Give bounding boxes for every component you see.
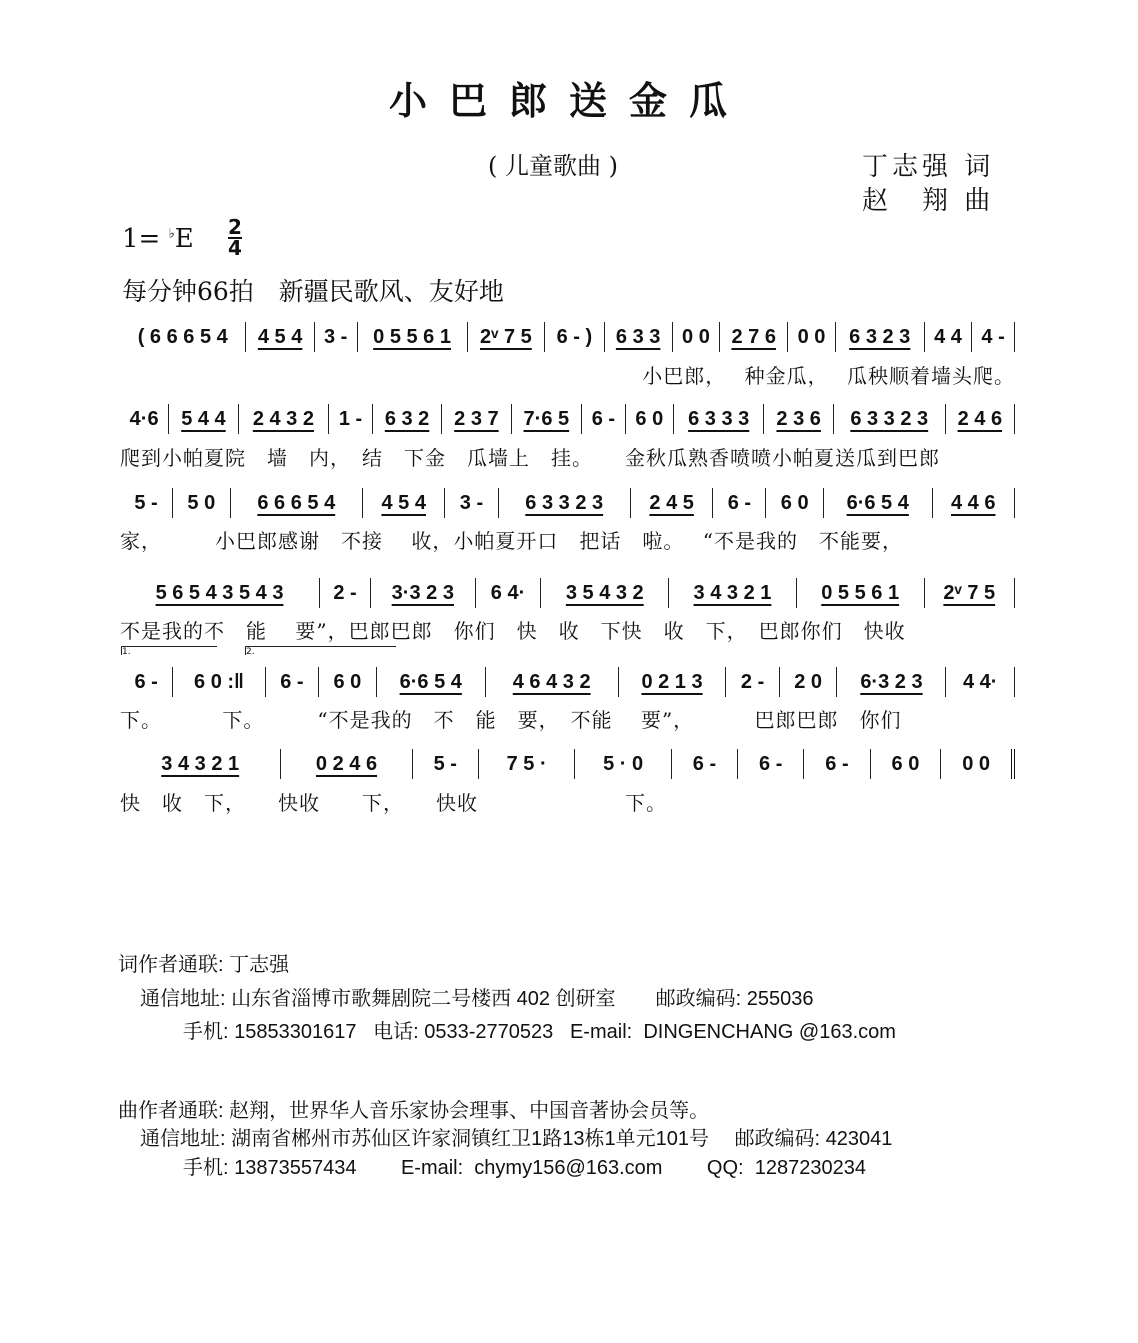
measure-notes: 2 4 3 2 [252,407,314,430]
time-signature-top: 2 [228,215,242,239]
measure [169,404,238,434]
measure [479,749,575,779]
tempo-marking: 每分钟66拍 新疆民歌风、友好地 [122,277,504,306]
key-prefix: 1= [122,224,161,254]
measure [413,749,479,779]
measure [239,404,330,434]
measure [933,488,1015,518]
measure [173,488,231,518]
lyrics-line: 快 收 下， 快收 下， 快收 下。 [120,791,667,815]
measure-notes: 6·6 5 4 [399,670,462,693]
key-signature [122,224,194,254]
measure [363,488,445,518]
measure [120,578,320,608]
lyrics-line: 不是我的不 能 要”，巴郎巴郎 你们 快 收 下快 收 下， 巴郎你们 快收 [120,619,906,643]
mobile: 13873557434 [234,1157,357,1179]
label: 邮政编码: [655,988,742,1010]
label: 邮政编码: [734,1128,821,1150]
measure [669,578,797,608]
measure [173,667,265,697]
measure-notes: 4 - [981,325,1005,348]
volta-first-ending [121,646,217,655]
measure-notes: 6 0 [780,491,809,514]
measure-notes: 6 3 3 3 [688,407,750,430]
key-note: E [174,224,194,254]
email: chymy156@163.com [474,1157,663,1179]
measure [804,749,870,779]
measure-notes: 4 4 [934,325,962,348]
measure [231,488,363,518]
composer-contact-line [118,1094,709,1123]
measure-notes: 0 0 [682,325,710,348]
measure [788,322,835,352]
measure-notes: 6 0 [635,407,664,430]
measure [329,404,373,434]
lyricist-credit: 丁志强 词 [862,152,995,182]
email: DINGENCHANG @163.com [643,1021,896,1043]
measure [120,749,281,779]
measure [377,667,486,697]
measure [797,578,925,608]
measure-notes: 6 - [759,752,783,775]
measure [619,667,727,697]
label: 手机: [183,1157,229,1179]
measure-notes: 0 5 5 6 1 [373,325,451,348]
lyrics-line: 小巴郎， 种金瓜， 瓜秧顺着墙头爬。 [642,364,1015,388]
measure [626,404,674,434]
measure-notes: 2ᵛ 7 5 [480,325,532,348]
measure [720,322,788,352]
staff-line [120,665,1015,699]
staff-line [120,486,1015,520]
measure-notes: 6 3 2 3 [849,325,911,348]
measure [120,322,246,352]
measure-notes: 4 5 4 [257,325,303,348]
measure-notes: 5 0 [187,491,216,514]
address: 湖南省郴州市苏仙区许家洞镇红卫1路13栋1单元101号 [231,1128,709,1150]
measure-notes: 0 2 4 6 [315,752,378,775]
measure-notes: 3 - [323,325,348,348]
composer-address-line [140,1122,892,1151]
measure-notes: 3 4 3 2 1 [161,752,240,775]
staff-line [120,320,1015,354]
time-signature-bottom: 4 [228,236,242,260]
label: E-mail: [400,1157,464,1179]
measure-notes: 2 - [740,670,765,693]
measure [871,749,942,779]
measure-notes: 3 - [459,491,484,514]
measure-notes: 4 6 4 3 2 [512,670,591,693]
measure [315,322,358,352]
lyricist-phone-line [183,1015,896,1044]
measure-notes: 6 - [280,670,304,693]
measure-notes: 3 5 4 3 2 [565,581,644,604]
lyricist-name: 丁志强 [229,954,290,976]
measure [674,404,765,434]
measure-notes: 3 4 3 2 1 [693,581,772,604]
measure-notes: 0 5 5 6 1 [821,581,900,604]
measure-notes: 6 - [727,491,752,514]
measure [575,749,671,779]
measure [780,667,838,697]
measure [836,322,925,352]
label: 曲作者通联: [118,1100,224,1122]
measure-notes: 2 3 7 [454,407,499,430]
measure-notes: 2 4 5 [649,491,694,514]
measure [713,488,766,518]
label: QQ: [706,1157,744,1179]
measure [319,667,377,697]
measure [941,749,1015,779]
measure-notes: 6 6 6 5 4 [257,491,336,514]
measure-notes: 6 3 2 [384,407,430,430]
measure [582,404,626,434]
label: 电话: [373,1021,419,1043]
measure-notes: 5 - [134,491,158,514]
lyrics-line: 家， 小巴郎感谢 不接 收，小帕夏开口 把话 啦。 “不是我的 不能要， [120,529,903,553]
label: 词作者通联: [118,954,224,976]
measure-notes: 2 - [333,581,357,604]
lyricist-contact-line [118,948,289,977]
measure-notes: 5 4 4 [181,407,226,430]
volta-label: 1. [122,647,131,657]
staff-line [120,576,1015,610]
measure-notes: 4 5 4 [381,491,426,514]
measure [358,322,468,352]
measure-notes: 2 4 6 [957,407,1003,430]
volta-second-ending [245,646,396,655]
measure [320,578,371,608]
measure [373,404,442,434]
measure [512,404,582,434]
measure-notes: 6 0 [333,670,362,693]
measure [281,749,412,779]
measure [246,322,314,352]
postcode: 255036 [746,988,814,1010]
measure-notes: 4 4· [962,670,998,693]
measure [486,667,619,697]
measure [442,404,511,434]
measure [726,667,779,697]
measure-notes: 6 0 :‖ [194,670,244,693]
measure-notes: 2 3 6 [776,407,821,430]
measure [541,578,669,608]
staff-line [120,747,1015,781]
measure [834,404,946,434]
address: 山东省淄博市歌舞剧院二号楼西 402 创研室 [231,988,616,1010]
measure [824,488,933,518]
measure-notes: 7 5 · [506,752,547,775]
measure [468,322,546,352]
measure [605,322,673,352]
measure [972,322,1015,352]
measure-notes: 6·3 2 3 [860,670,923,693]
measure [499,488,631,518]
measure-notes: 5 · 0 [603,752,644,775]
measure-notes: 3·3 2 3 [391,581,454,604]
measure [631,488,713,518]
measure-notes: 6 - [134,670,158,693]
lyrics-line: 下。 下。 “不是我的 不 能 要， 不能 要”， 巴郎巴郎 你们 [120,708,902,732]
volta-label: 2. [246,647,255,657]
time-signature [228,215,242,260]
lyricist-address-line [140,982,813,1011]
measure [371,578,476,608]
measure [120,404,169,434]
song-genre: ( 儿童歌曲 ) [488,152,618,180]
measure [925,578,1015,608]
measure-notes: 6 4· [490,581,526,604]
label: 通信地址: [140,988,226,1010]
measure [673,322,720,352]
measure-notes: 6 - [591,407,616,430]
mobile: 15853301617 [234,1021,357,1043]
composer-phone-line [183,1151,866,1180]
measure-notes: 6·6 5 4 [846,491,909,514]
measure [545,322,604,352]
measure-notes: ( 6 6 6 5 4 [137,325,228,348]
measure-notes: 2 7 6 [731,325,776,348]
staff-line [120,402,1015,436]
song-title: 小巴郎送金瓜 [388,78,749,123]
postcode: 423041 [825,1128,893,1150]
measure [672,749,738,779]
measure [925,322,972,352]
label: E-mail: [569,1021,633,1043]
measure-notes: 6 - ) [556,325,593,348]
measure-notes: 6 0 [891,752,920,775]
measure [445,488,498,518]
measure-notes: 4·6 [129,407,159,430]
measure-notes: 5 6 5 4 3 5 4 3 [155,581,284,604]
measure [738,749,804,779]
flat-icon: ♭ [168,226,175,242]
measure [266,667,319,697]
measure [766,488,824,518]
composer-credit: 赵 翔 曲 [862,186,995,216]
measure-notes: 6 - [692,752,717,775]
measure [837,667,946,697]
measure [946,404,1015,434]
measure-notes: 5 - [433,752,457,775]
measure-notes: 7·6 5 [523,407,570,430]
qq: 1287230234 [754,1157,866,1179]
label: 手机: [183,1021,229,1043]
phone: 0533-2770523 [424,1021,554,1043]
measure-notes: 4 4 6 [951,491,996,514]
measure [764,404,833,434]
composer-description: 赵翔，世界华人音乐家协会理事、中国音著协会员等。 [229,1100,710,1122]
measure-notes: 2 0 [794,670,823,693]
measure-notes: 6 3 3 2 3 [525,491,604,514]
measure [120,667,173,697]
measure-notes: 2ᵛ 7 5 [943,581,996,604]
measure [946,667,1015,697]
measure-notes: 0 0 [797,325,826,348]
measure-notes: 0 0 [962,752,991,775]
measure [120,488,173,518]
label: 通信地址: [140,1128,226,1150]
measure-notes: 6 3 3 [615,325,661,348]
lyrics-line: 爬到小帕夏院 墙 内， 结 下金 瓜墙上 挂。 金秋瓜熟香喷喷小帕夏送瓜到巴郎 [120,446,940,470]
measure [476,578,542,608]
measure-notes: 6 3 3 2 3 [850,407,929,430]
measure-notes: 0 2 1 3 [641,670,703,693]
measure-notes: 1 - [338,407,363,430]
measure-notes: 6 - [825,752,849,775]
